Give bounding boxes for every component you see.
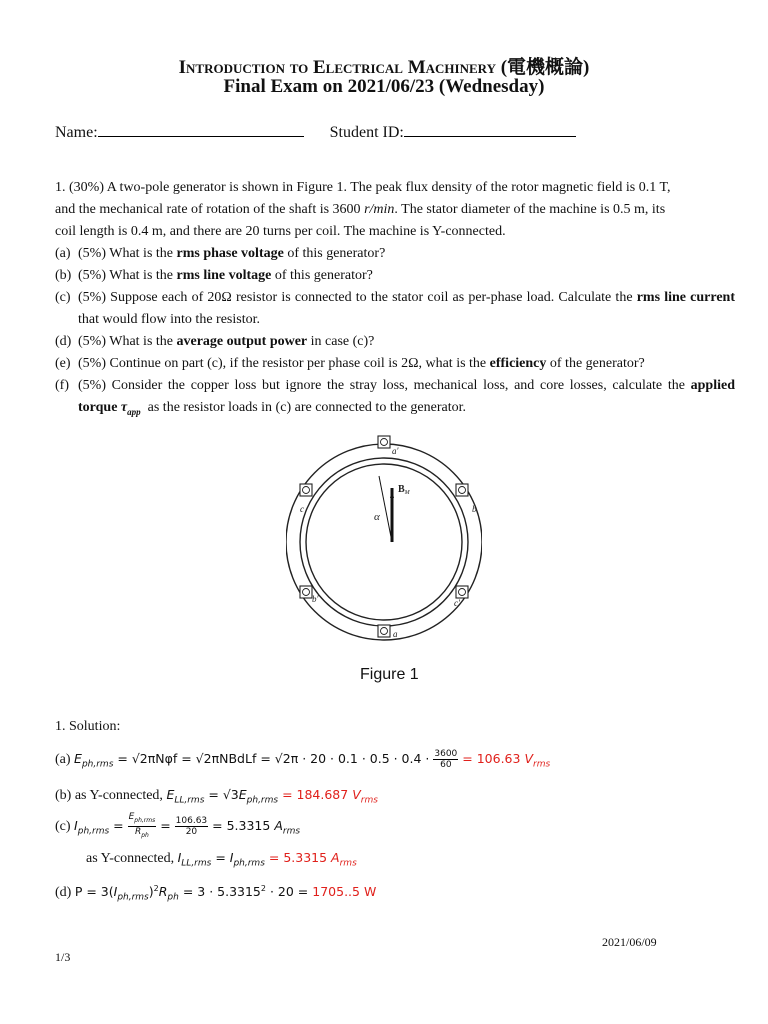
question-intro-line2 [55,199,735,221]
math-expr: = 3 · 5.3315 [182,884,261,900]
generator-figure [286,430,482,650]
label-b-prime: b′ [312,594,319,604]
part-keyword: applied torque [78,378,735,415]
part-label: (d) [55,334,72,349]
math-unit-sub: rms [282,826,301,837]
answer-value: = 106.63 [462,751,521,766]
slot-b-prime [300,586,312,598]
slot-b [456,484,468,496]
math-unit: A [274,817,283,833]
label-a-prime: a′ [392,446,399,456]
course-title: Introduction to Electrical Machinery (電機概論) [178,57,590,78]
speed-unit: r/min [364,202,395,217]
label-a: a [393,629,398,639]
part-text: (5%) What is the [78,268,177,283]
solution-label: (d) [55,885,72,901]
part-label: (c) [55,290,71,305]
slot-a [378,625,390,637]
part-text-end: of this generator? [271,268,373,283]
label-bm: $B_M$ [398,484,410,496]
math-expr: P = 3( [74,884,114,900]
frac-den: R [134,826,142,837]
label-b: b [472,504,477,514]
math-sub: ph,rms [233,858,265,869]
frac-den: 60 [440,760,452,770]
figure-caption: Figure 1 [360,666,419,683]
stator-slots [300,436,468,637]
math-var: I [229,850,234,865]
name-row [55,122,576,142]
math-exponent: 2 [260,884,266,893]
part-text: (5%) Consider the copper loss but ignore the stray loss, mechanical loss, and core losses, calculate the [78,378,691,393]
math-sub: LL,rms [181,858,212,869]
part-text: (5%) Suppose each of 20Ω resistor is connected to the stator coil as per-phase load. Calculate the [78,290,637,305]
math-var: E [166,787,175,802]
part-keyword: efficiency [489,356,547,371]
solution-text: as Y-connected, [74,788,163,803]
question-intro-line1: 1. (30%) A two-pole generator is shown in Figure 1. The peak flux density of the rotor magnetic field is 0.1 T, [55,180,671,195]
intro-text-end: . The stator diameter of the machine is 0.5 m, its [394,202,666,217]
frac-num: E [128,812,135,822]
part-keyword: average output power [176,334,308,349]
stator-inner-ring [300,458,468,626]
part-keyword: rms line current [636,290,735,305]
student-id-label: Student ID: [329,124,404,141]
math-var: E [238,787,247,802]
solution-label: (c) [55,818,71,834]
solution-d [55,884,376,903]
part-keyword: rms phase voltage [176,246,284,261]
solution-text: as Y-connected, [86,851,175,866]
math-var: I [113,884,118,900]
label-alpha: α [374,511,380,523]
part-label: (a) [55,246,71,261]
name-label: Name: [55,124,98,141]
math-sub: ph,rms [117,892,149,903]
part-label: (f) [55,378,69,393]
name-field[interactable] [98,122,304,137]
tau-symbol: τ [120,400,128,415]
tau-subscript: app [127,406,141,417]
part-text-end: that would flow into the resistor. [78,312,260,327]
intro-text: and the mechanical rate of rotation of the shaft is 3600 [55,202,365,217]
math-expr: = √3 [208,787,239,802]
question-intro-line3: coil length is 0.4 m, and there are 20 turns per coil. The machine is Y-connected. [55,224,506,239]
solution-heading: 1. Solution: [55,719,121,734]
solution-c: (c) $I_{ph,rms}$ = $\frac{E_{ph,rms}}{R_{ph}}$ = $\frac{106.63}{20}$ = 5.3315 $A_{rms}$ [55,812,301,839]
label-c-prime: c′ [454,598,460,608]
frac-den-sub: ph [141,831,149,839]
rotor-circle [306,464,462,620]
part-text: (5%) Continue on part (c), if the resistor per phase coil is 2Ω, what is the [78,356,490,371]
answer-unit-sub: rms [360,795,378,806]
solution-label: (a) [55,752,71,767]
answer-unit: V [524,751,533,766]
part-text-end: of this generator? [283,246,386,261]
exam-title [0,52,768,79]
answer-unit-sub: rms [533,759,551,770]
answer-unit: V [352,787,361,802]
solution-b [55,787,378,806]
math-var: I [177,850,182,865]
slot-a-prime [378,436,390,448]
student-id-field[interactable] [404,122,576,137]
solution-c2: as Y-connected, $I_{LL,rms} = I_{ph,rms} = 5.3315$ $A_{rms}$ [86,850,357,869]
math-sub: LL,rms [174,795,205,806]
part-text-end: as the resistor loads in (c) are connected to the generator. [144,400,467,415]
answer-unit-sub: rms [339,858,357,869]
math-sub: ph,rms [246,795,279,806]
frac-num: 106.63 [175,815,208,826]
answer-value: = 5.3315 [268,850,328,865]
answer-value: = 184.687 [282,787,349,802]
slot-c [300,484,312,496]
part-keyword: rms line voltage [176,268,272,283]
part-label: (b) [55,268,72,283]
page-number: 1/3 [55,950,71,964]
math-expr: = √2πNφf = √2πNBdLf = √2π · 20 · 0.1 · 0.5 · 0.4 · [117,751,430,766]
part-text: (5%) What is the [78,246,177,261]
math-var: I [74,817,78,833]
slot-c-prime [456,586,468,598]
frac-den: 20 [185,826,198,837]
answer-unit: A [331,850,340,865]
part-label: (e) [55,356,71,371]
frac-num: 3600 [434,749,458,759]
exam-subtitle: Final Exam on 2021/06/23 (Wednesday) [223,76,545,97]
math-expr: ) [148,884,154,900]
label-c: c [300,504,304,514]
part-text: (5%) What is the [78,334,177,349]
frac-num-sub: ph,rms [134,816,156,824]
math-expr: · 20 = [269,884,309,900]
math-var: R [158,884,168,900]
answer-value: 1705..5 W [312,884,377,900]
solution-label: (b) [55,788,72,803]
part-text-end: in case (c)? [307,334,375,349]
math-var: E [74,751,82,766]
stator-outer-ring [286,444,482,640]
part-text-end: of the generator? [546,356,645,371]
math-result: = 5.3315 [212,817,271,833]
footer-date: 2021/06/09 [602,935,657,949]
math-sub: ph,rms [77,826,110,837]
reference-line [379,476,392,542]
math-exponent: 2 [153,884,159,893]
solution-a [55,749,550,770]
math-sub: ph [167,892,179,903]
math-sub: ph,rms [81,759,114,770]
